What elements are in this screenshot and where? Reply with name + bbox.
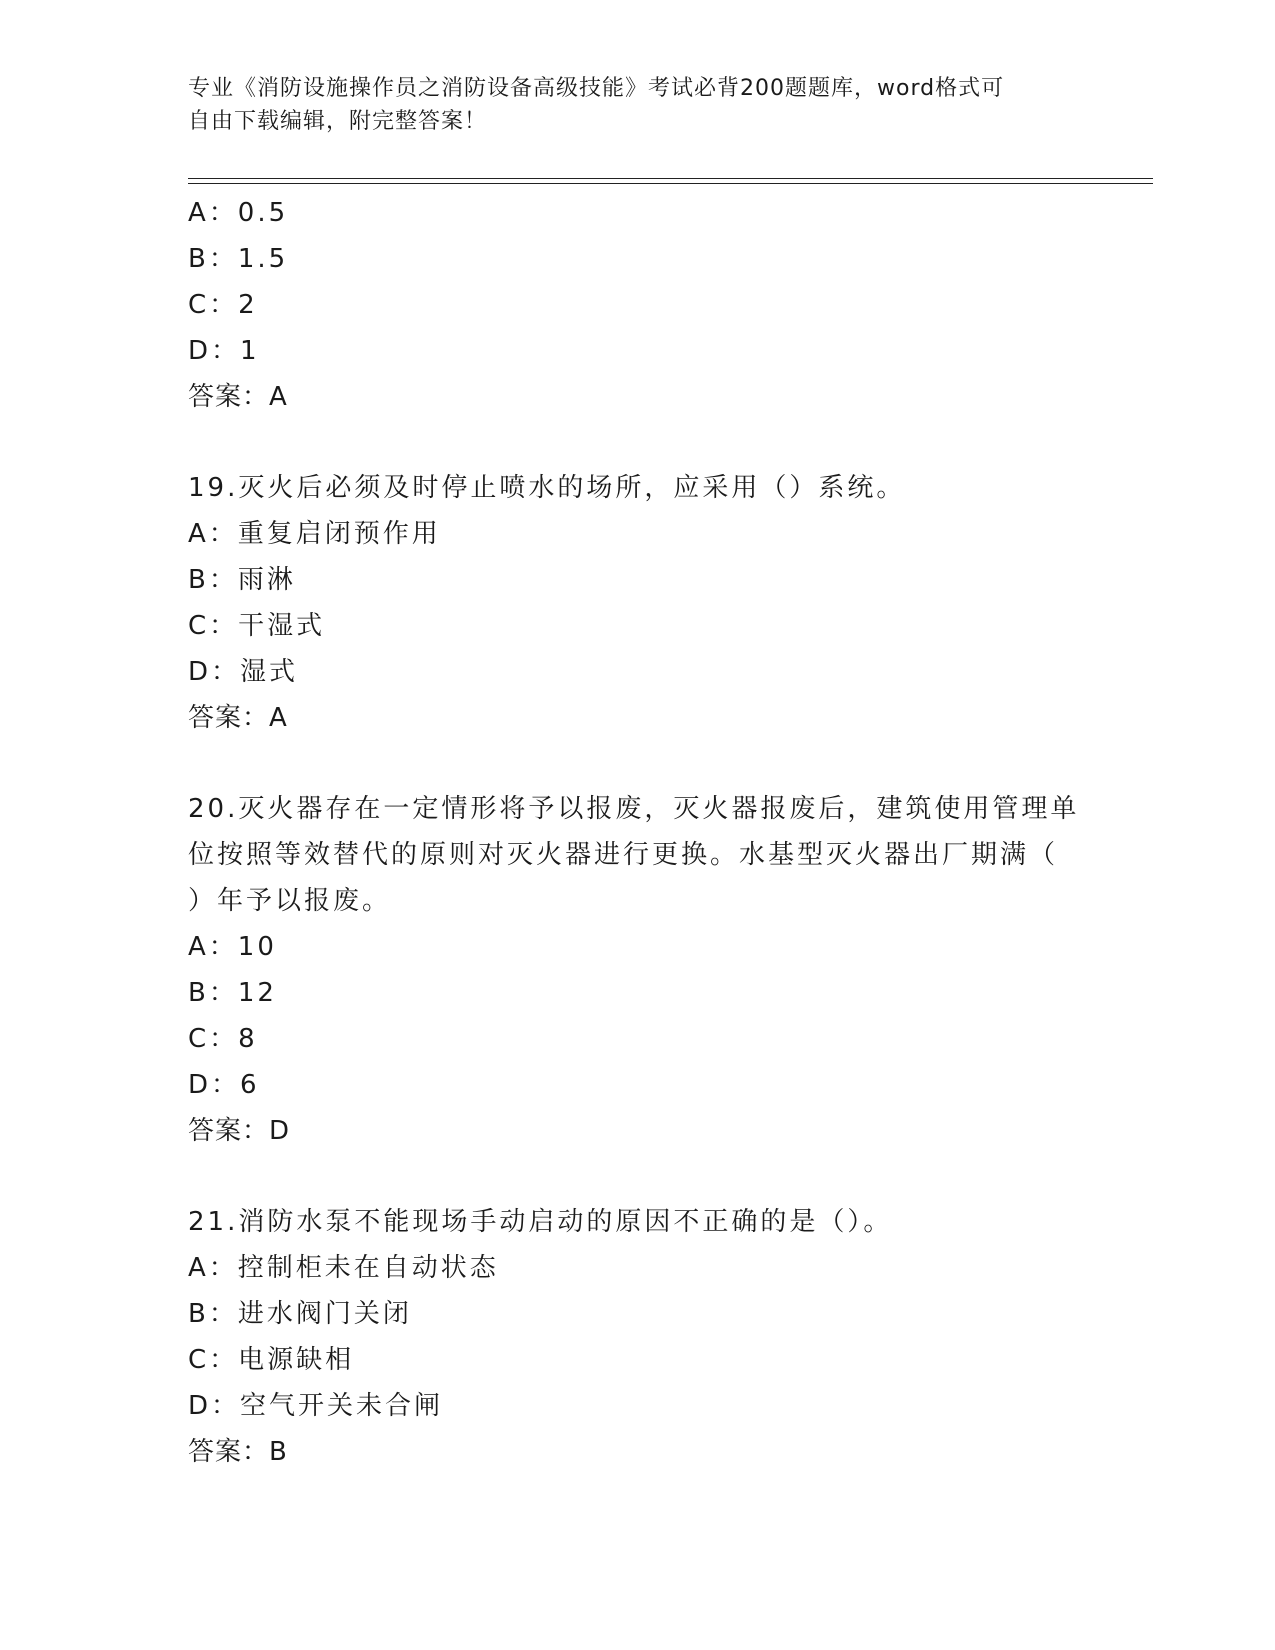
header-line-1: 专业《消防设施操作员之消防设备高级技能》考试必背200题题库，word格式可 xyxy=(188,76,1005,101)
header-rule-bottom xyxy=(188,183,1153,184)
option-c: C：8 xyxy=(188,1024,258,1054)
option-c: C：2 xyxy=(188,290,258,320)
question-text-line-2: 位按照等效替代的原则对灭火器进行更换。水基型灭火器出厂期满（ xyxy=(188,840,1059,870)
answer: 答案：B xyxy=(188,1437,288,1467)
question-text-line-1: 20.灭火器存在一定情形将予以报废，灭火器报废后，建筑使用管理单 xyxy=(188,794,1080,824)
answer: 答案：D xyxy=(188,1116,291,1146)
option-b: B：1.5 xyxy=(188,244,289,274)
answer: 答案：A xyxy=(188,382,288,412)
page-header xyxy=(188,72,1088,138)
option-d: D：1 xyxy=(188,336,260,366)
option-c: C：干湿式 xyxy=(188,611,326,641)
option-a: A：0.5 xyxy=(188,198,289,228)
question-19 xyxy=(188,465,1088,741)
question-list xyxy=(188,190,1088,1475)
question-20 xyxy=(188,786,1088,1154)
option-c: C：电源缺相 xyxy=(188,1345,355,1375)
header-rule-top xyxy=(188,178,1153,179)
option-a: A：10 xyxy=(188,932,277,962)
question-text: 21.消防水泵不能现场手动启动的原因不正确的是（）。 xyxy=(188,1207,893,1237)
option-d: D：空气开关未合闸 xyxy=(188,1391,444,1421)
answer: 答案：A xyxy=(188,703,288,733)
option-a: A：控制柜未在自动状态 xyxy=(188,1253,499,1283)
header-line-2: 自由下载编辑，附完整答案！ xyxy=(188,109,488,134)
question-21 xyxy=(188,1199,1088,1475)
question-text: 19.灭火后必须及时停止喷水的场所，应采用（）系统。 xyxy=(188,473,906,503)
option-d: D：6 xyxy=(188,1070,260,1100)
option-b: B：雨淋 xyxy=(188,565,296,595)
question-18 xyxy=(188,190,1088,420)
option-b: B：12 xyxy=(188,978,277,1008)
option-d: D：湿式 xyxy=(188,657,299,687)
option-a: A：重复启闭预作用 xyxy=(188,519,441,549)
option-b: B：进水阀门关闭 xyxy=(188,1299,412,1329)
question-text-line-3: ）年予以报废。 xyxy=(188,886,392,916)
